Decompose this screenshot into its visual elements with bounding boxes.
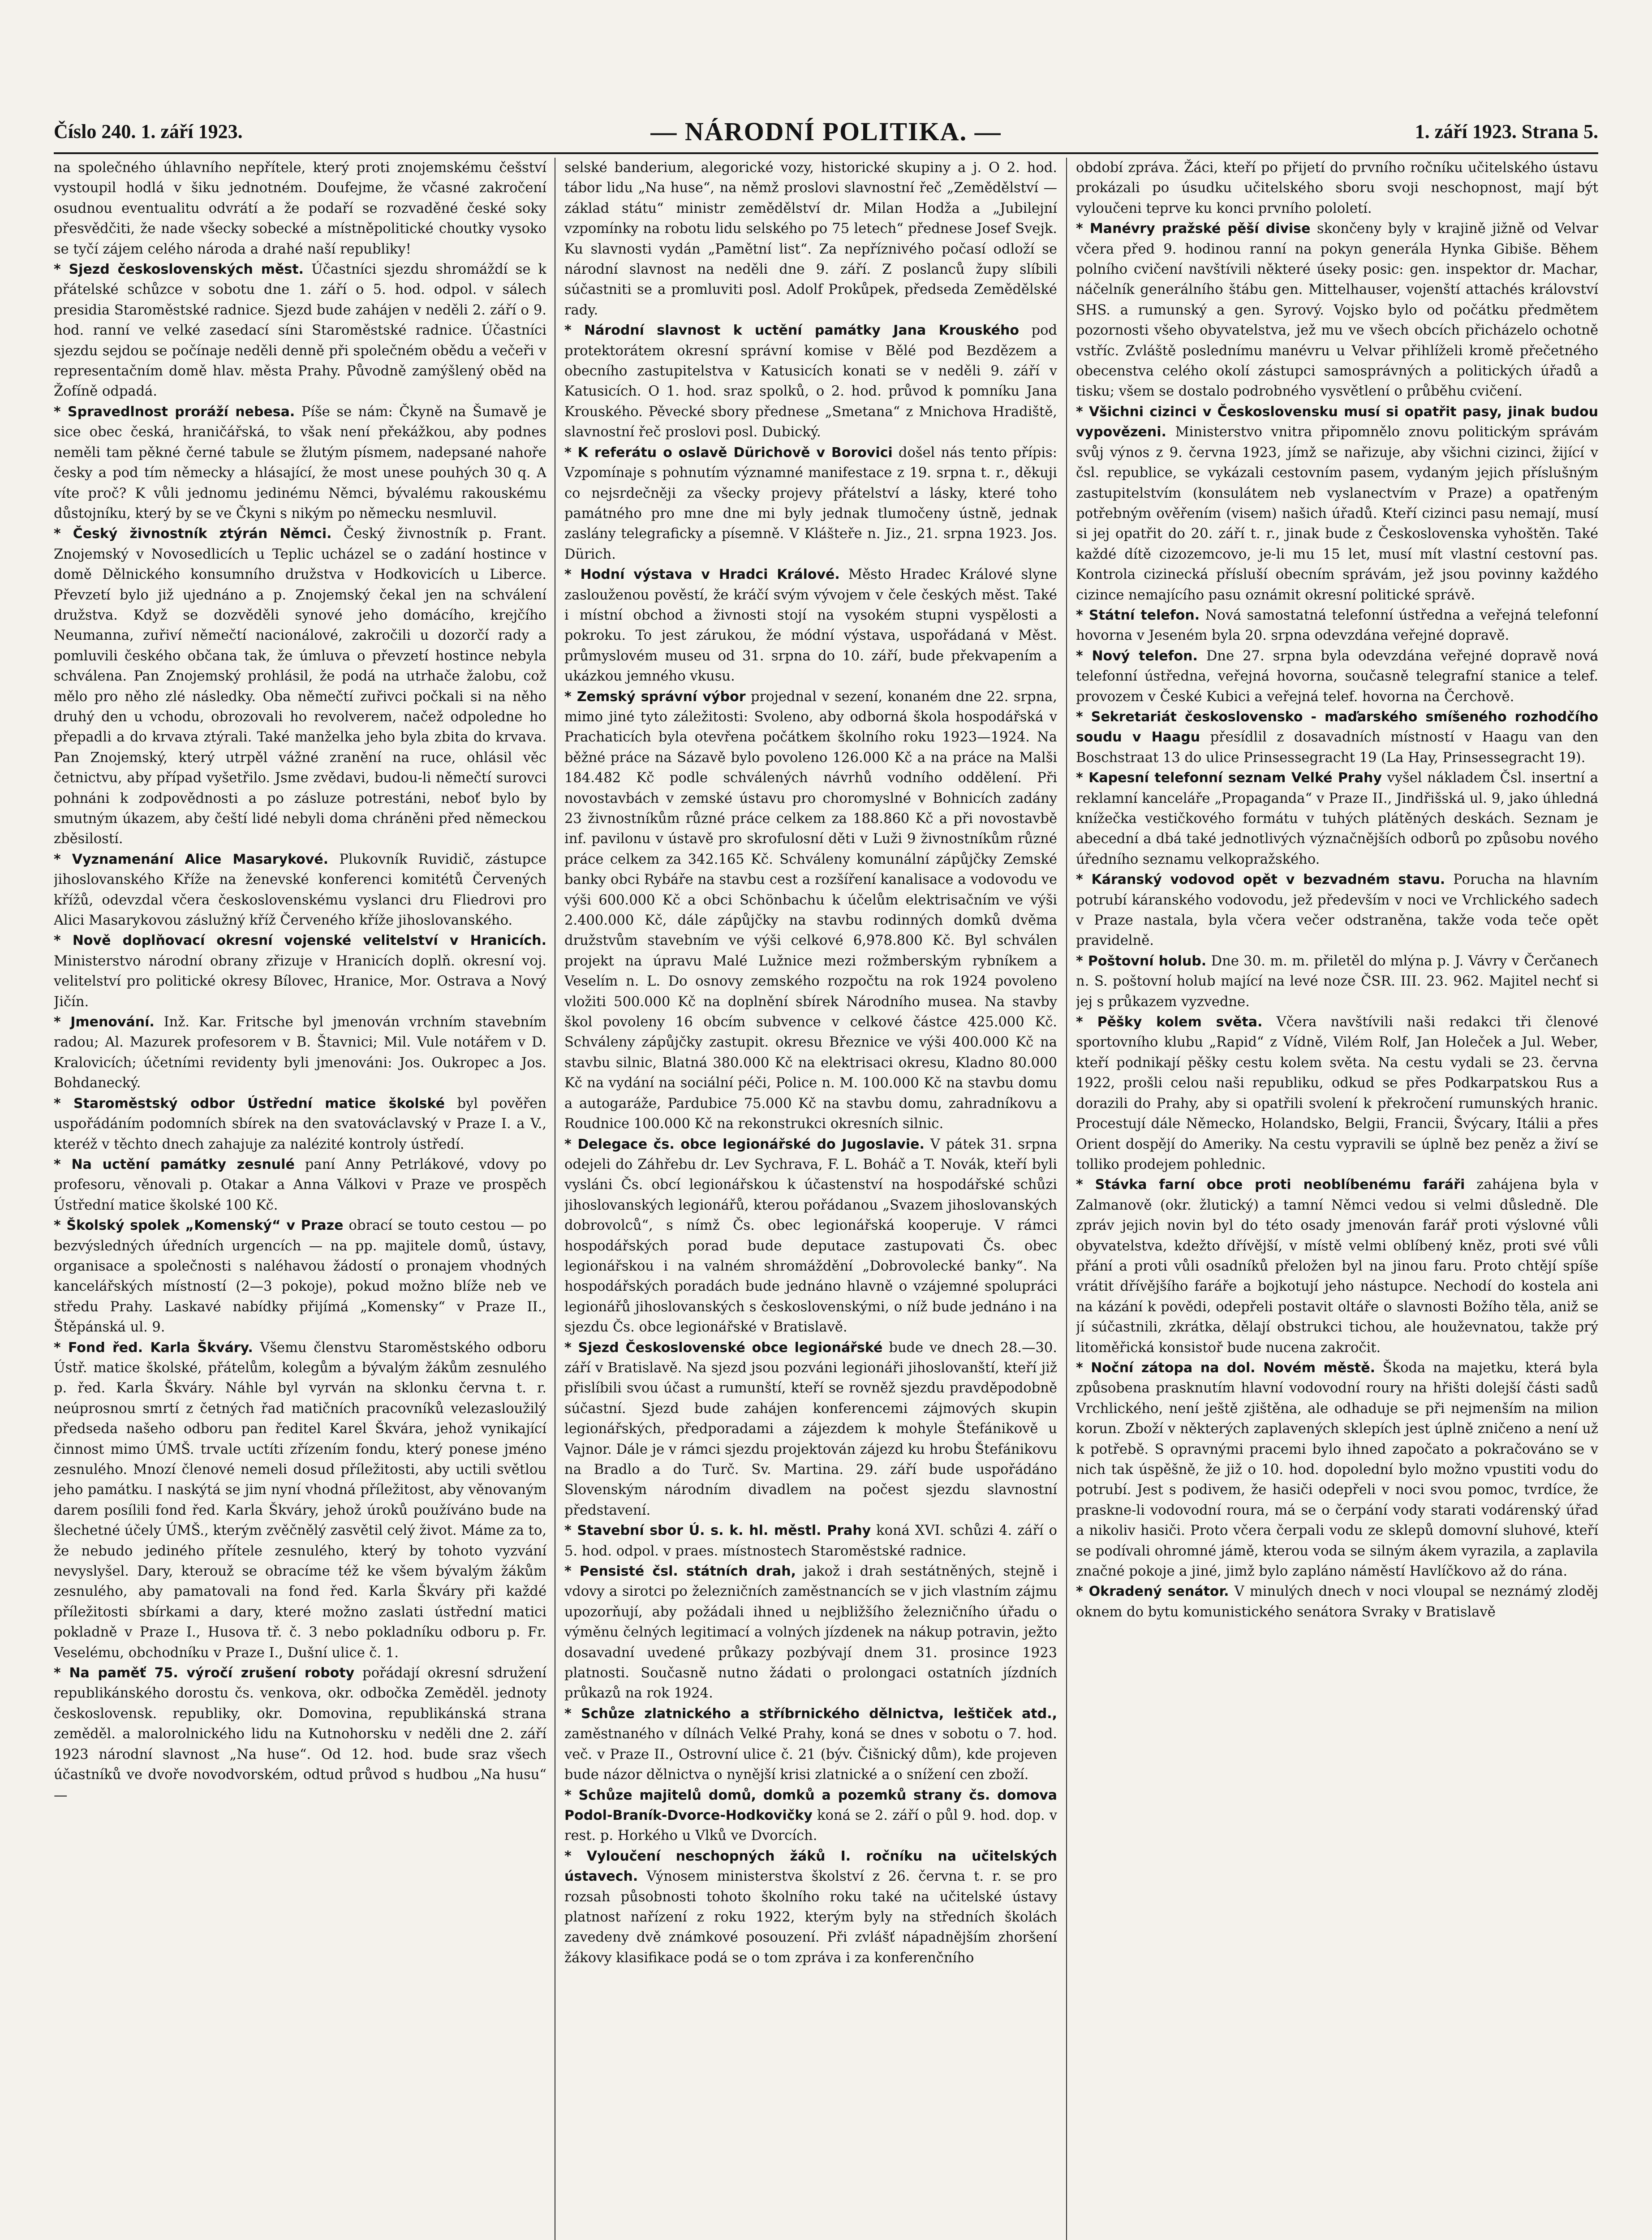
article-paragraph	[564, 320, 1057, 442]
article-paragraph	[54, 1663, 546, 1805]
article-text: koná se 2. září o půl 9. hod. dop. v rest. p. Horkého u Vlků ve Dvorcích.	[564, 1807, 1057, 1844]
masthead	[54, 117, 1598, 151]
article-heading: * Noční zátopa na dol. Novém městě.	[1076, 1360, 1376, 1376]
article-text: Inž. Kar. Fritsche byl jmenován vrchním stavebním radou; Al. Mazurek profesorem v B. Štavnici; Mil. Vule notářem v D. Kralovicích; účetními revidenty byli jmenováni: Jos. Oukropec a Jos. Bohdanecký.	[54, 1014, 546, 1091]
article-text: Ministerstvo vnitra připomnělo znovu politickým správám svůj výnos z 9. června 1923, jímž se nařizuje, aby všichni cizinci, žijící v čsl. republice, se vykázali cestovním pasem, vydaným jejich příslušným zastupitelstvím (konsulátem neb vyslanectvím v Praze) a opatřeným potřebným ověřením (visem) našich úřadů. Kteří cizinci pasu nemají, musí si jej opatřit do 20. září t. r., jinak bude z Československa vyhoštěn. Také každé dítě cizozemcovo, je-li mu 15 let, musí mít vlastní cestovní pas. Kontrola cizinecká přísluší obecním správám, jež jsou povinny každého cizince nemajícího pasu oznámit okresní politické správě.	[1076, 424, 1598, 603]
issue-number: Číslo 240. 1. září 1923.	[54, 121, 243, 142]
article-text: projednal v sezení, konaném dne 22. srpna, mimo jiné tyto záležitosti: Svoleno, aby odborná škola hospodářská v Prachaticích byla otevřena počátkem školního roku 1923—1924. Na běžné práce na Sázavě bylo povoleno 126.000 Kč a na práce na Malši 184.482 Kč podle schválených návrhů vodního oddělení. Při novostavbách v zemské ústavu pro choromyslné v Bohnicích zadány 23 živnostníkům různé práce celkem za 188.860 Kč a při novostavbě inf. pavilonu v ústavě pro skrofulosní děti v Luži 9 živnostníkům různé práce celkem za 342.165 Kč. Schváleny komunální zápůjčky Zemské banky obci Rybáře na stavbu cest a rozšíření kanalisace a vodovodu ve výši 600.000 Kč a obci Schönbachu k účelům elektrisačním ve výši 2.400.000 Kč, dále zápůjčky na stavbu rodinných domků dvěma družstvům stavebním ve výši celkové 6,978.800 Kč. Byl schválen projekt na úpravu Malé Lužnice mezi rožmberským rybníkem a Veselím n. L. Do osnovy zemského rozpočtu na rok 1924 povoleno vložiti 500.000 Kč na doplnění sbírek Národního musea. Na stavby škol povoleny 16 obcím subvence v celkové částce 425.000 Kč. Schváleny zápůjčky zastupit. okresu Březnice ve výši 400.000 Kč na stavbu silnic, Blatná 380.000 Kč na elektrisaci okresu, Kladno 80.000 Kč na vydání na sociální péči, Police n. M. 100.000 Kč na stavbu domu a autogaráže, Pardubice 75.000 Kč na stavbu domu, zahradníkovu a Roudnice 100.000 Kč na rekonstrukci okresních silnic.	[564, 689, 1057, 1132]
article-paragraph	[1076, 951, 1598, 1012]
article-paragraph	[1076, 870, 1598, 951]
newspaper-title: — NÁRODNÍ POLITIKA. —	[650, 117, 1002, 146]
article-text: přesídlil z dosavadních místností v Haagu van den Boschstraat 13 do ulice Prinsessegracht 19 (La Hay, Prinsessegracht 19).	[1076, 729, 1598, 766]
article-text: zahájena byla v Zalmanově (okr. žlutický) a tamní Němci vedou si velmi důsledně. Dle zpráv jejich novin byl do této osady jmenován farář proti výslovné vůli obyvatelstva, kdežto dřívější, v místě velmi oblíbený kněz, proti své vůli přání a proti vůli osadníků přeložen byl na jinou faru. Proto chtějí spíše vrátit dřívějšího faráře a bojkotují jeho nástupce. Nechodí do kostela ani na kázání k povědi, odepřeli postavit oltáře o slavnosti Božího těla, aniž se jí súčastnili, zkrátka, dělají obstrukci tichou, ale houževnatou, takže prý litoměřická konsistoř bude nucena zakročit.	[1076, 1177, 1598, 1356]
article-paragraph	[564, 158, 1057, 320]
article-text: bude ve dnech 28.—30. září v Bratislavě. Na sjezd jsou pozváni legionáři jihoslovanští, kteří již přislíbili svou účast a rumunští, kteří se rovněž sjezdu pravděpodobně súčastní. Sjezd bude zahájen konferencemi zájmových skupin legionářských, předporadami a zájezdem k mohyle Štefánikově u Vajnor. Dále je v rámci sjezdu projektován zájezd ku hrobu Štefánikovu na Bradlo a do Turč. Sv. Martina. 29. září bude uspořádáno Slovenským národním divadlem na počest sjezdu slavnostní představení.	[564, 1340, 1057, 1518]
article-text: došel nás tento přípis: Vzpomínaje s pohnutím významné manifestace z 19. srpna t. r., děkuji co nejsrdečněji za všecky projevy přátelství a lásky, které toho památného pro mne dne mi byly jednak tlumočeny ústně, jednak zaslány telegraficky a písemně. V Klášteře n. Jiz., 21. srpna 1923. Jos. Dürich.	[564, 444, 1057, 562]
article-text: vyšel nákladem Čsl. insertní a reklamní kanceláře „Propaganda“ v Praze II., Jindřišská ul. 9, jako úhledná knížečka vestičkového formátu v tuhých plátěných deskách. Seznam je abecední a dbá také jednotlivých význačnějších odborů po způsobu nového úředního seznamu velkopražského.	[1076, 770, 1598, 867]
article-paragraph	[1076, 158, 1598, 219]
article-paragraph	[54, 1338, 546, 1663]
article-heading: * Všichni cizinci v Československu musí si opatřit pasy, jinak budou vypovězeni.	[1076, 404, 1598, 440]
article-paragraph	[564, 1338, 1057, 1521]
article-text: Město Hradec Králové slyne zaslouženou pověstí, že kráčí svým vývojem v čele českých měst. Také i místní obchod a živnosti stojí na vysokém stupni vyspělosti a pokroku. To jest zárukou, že módní výstava, uspořádaná v Měst. průmyslovém museu od 31. srpna do 10. září, bude překvapením a ukázkou jemného vkusu.	[564, 567, 1057, 685]
article-paragraph	[54, 930, 546, 1012]
article-text: Škoda na majetku, která byla způsobena prasknutím hlavní vodovodní roury na hřišti dolejší části sadů Vrchlického, není ještě zjištěna, ale odhaduje se při nejmenším na milion korun. Zboží v některých zaplavených sklepích jest úplně zničeno a není už k potřebě. S opravnými pracemi bylo ihned započato a pokračováno se v nich tak úspěšně, že již o 10. hod. dopolední bylo možno vpustiti vodu do potrubí. Jest s podivem, že hasiči odepřeli v noci svou pomoc, tvrdíce, že praskne-li vodovodní roura, má se o čerpání vody starati vodárenský úřad a nikoliv hasiči. Proto včera čerpali vodu ze sklepů domovní sluhové, kteří se podívali ohromné jámě, kterou voda se silným ákem vyrazila, a zaplavila značné pokoje a jiné, jimž bylo zapláno náměstí Havlíčkovo až do rána.	[1076, 1360, 1598, 1580]
column-2	[564, 158, 1057, 2240]
article-heading: * Manévry pražské pěší divise	[1076, 221, 1311, 237]
article-heading: * Káranský vodovod opět v bezvadném stavu.	[1076, 872, 1446, 888]
article-text: pod protektorátem okresní správní komise v Bělé pod Bezdězem a obecního zastupitelstva v Katusicích konati se v neděli 9. září v Katusicích. O 1. hod. sraz spolků, o 2. hod. průvod k pomníku Jana Krouského. Pěvecké sbory přednese „Smetana“ z Mnichova Hradiště, slavnostní řeč proslovi posl. Dubický.	[564, 323, 1057, 440]
article-paragraph	[564, 564, 1057, 686]
article-heading: * Sjezd československých měst.	[54, 262, 304, 278]
article-heading: * Sekretariát československo - maďarského smíšeného rozhodčího soudu v Haagu	[1076, 709, 1598, 745]
article-paragraph	[1076, 768, 1598, 870]
article-paragraph	[564, 1521, 1057, 1561]
article-heading: * Sjezd Československé obce legionářské	[564, 1340, 883, 1356]
article-paragraph	[564, 1846, 1057, 1968]
article-text: Dne 30. m. m. přiletěl do mlýna p. J. Vávry v Čerčanech n. S. poštovní holub mající na levé noze ČSR. III. 23. 962. Majitel nechť si jej s průkazem vyzvedne.	[1076, 953, 1598, 1010]
article-heading: * Vyznamenání Alice Masarykové.	[54, 851, 329, 867]
article-paragraph	[1076, 1358, 1598, 1581]
column-1	[54, 158, 546, 2240]
article-paragraph	[54, 1215, 546, 1337]
article-text: Dne 27. srpna byla odevzdána veřejné dopravě nová telefonní ústředna, veřejná hovorna, současně telegrafní stanice a telef. provozem v České Kubici a veřejná telef. hovorna na Čerchově.	[1076, 648, 1598, 705]
column-3	[1076, 158, 1598, 2240]
article-paragraph	[54, 1154, 546, 1215]
article-text: zaměstnaného v dílnách Velké Prahy, koná se dnes v sobotu o 7. hod. več. v Praze II., Ostrovní ulice č. 21 (býv. Čišnický dům), kde projeven bude názor dělnictva o nynější krisi zlatnické a o snížení cen zboží.	[564, 1726, 1057, 1783]
article-text: Všemu členstvu Staroměstského odboru Ústř. matice školské, přátelům, kolegům a bývalým žákům zesnulého p. řed. Karla Škváry. Náhle byl vyrván na sklonku června t. r. neúprosnou smrtí z četných řad matičních pracovníků velezasloužilý předseda našeho odboru pan ředitel Karel Škvára, jehož vynikající činnost mimo ÚMŠ. trvale uctíti zřízením fondu, který ponese jméno zesnulého. Mnozí členové nemeli dosud příležitosti, aby uctili světlou jeho památku. I naskýtá se jim nyní vhodná příležitost, aby věnovaným darem posílili fond řed. Karla Škváry, jehož úroků používáno bude na šlechetné účely ÚMŠ., kterým zvěčnělý zasvětil celý život. Máme za to, že nebudo jediného přítele zesnulého, který by tohoto vyzvání nevyslyšel. Dary, kterouž se obracíme též ke všem bývalým žákům zesnulého, aby pamatovali na fond řed. Karla Škváry při každé příležitosti sbírkami a dary, které možno zaslati ústřední matici pokladně v Praze I., Husova tř. č. 3 nebo pokladníku odboru p. Fr. Veselému, obchodníku v Praze I., Dušní ulice č. 1.	[54, 1340, 546, 1661]
article-paragraph	[54, 259, 546, 402]
article-text: Píše se nám: Čkyně na Šumavě je sice obec česká, hraničářská, to však není překážkou, aby podnes neměli tam pěkné černé tabule se žlutým písmem, nadepsané nahoře česky a pod tím německy a hlásající, že most unese pouhých 30 q. A víte proč? K vůli jednomu jedinému Němci, bývalému rakouskému důstojníku, který by se ve Čkyni s nikým po německu nesmluvil.	[54, 404, 546, 521]
article-paragraph	[1076, 605, 1598, 646]
article-heading: * Schůze majitelů domů, domků a pozemků strany čs. domova Podol-Braník-Dvorce-Hodkovičky	[564, 1787, 1057, 1823]
article-heading: * Schůze zlatnického a stříbrnického dělnictva, leštiček atd.,	[564, 1706, 1057, 1722]
article-text: období zpráva. Žáci, kteří po přijetí do prvního ročníku učitelského ústavu prokázali po úsudku učitelského sboru svoji neschopnost, mají být vyloučeni teprve ku konci prvního pololetí.	[1076, 160, 1598, 216]
article-heading: * K referátu o oslavě Dürichově v Borovici	[564, 444, 893, 461]
article-text: obrací se touto cestou — po bezvýsledných úředních urgencích — na pp. majitele domů, ústavy, organisace a společnosti s naléhavou žádostí o pronajem vhodných kancelářských místností (2—3 pokoje), pokud možno blíže neb ve středu Prahy. Laskavé nabídky přijímá „Komensky“ v Praze II., Štěpánská ul. 9.	[54, 1218, 546, 1335]
article-text: pořádají okresní sdružení republikánského dorostu čs. venkova, okr. odbočka Zeměděl. jednoty československ. republiky, okr. Domovina, republikánská strana zeměděl. a malorolnického lidu na Kutnohorsku v neděli dne 2. září 1923 národní slavnost „Na huse“. Od 12. hod. bude sraz všech účastníků ve dvoře novodvorském, odtud průvod s hudbou „Na husu“ —	[54, 1665, 546, 1803]
article-heading: * Delegace čs. obce legionářské do Jugoslavie.	[564, 1136, 925, 1152]
article-heading: * Fond řed. Karla Škváry.	[54, 1340, 253, 1356]
article-paragraph	[54, 849, 546, 931]
article-heading: * Nově doplňovací okresní vojenské velitelství v Hranicích.	[54, 933, 546, 949]
article-heading: * Pensisté čsl. státních drah,	[564, 1564, 796, 1580]
article-text: Český živnostník p. Frant. Znojemský v Novosedlicích u Teplic ucházel se o zadání hostince v domě Dělnického konsumního družstva v Hodkovicích u Liberce. Převzetí bylo již ujednáno a p. Znojemský čekal jen na schválení družstva. Když se dozvěděli synové jeho domácího, krejčího Neumanna, zuřiví němečtí nacionálové, zakročili u dozorčí rady a pomluvili českého občana tak, že úmluva o převzetí hostince nebyla schválena. Pan Znojemský prohlásil, že podá na utrhače žalobu, což mělo pro něho zlé následky. Oba němečtí zuřivci počkali si na něho druhý den u vchodu, obrozovali ho revolverem, načež odpoledne ho přepadli a do krvava ztýrali. Také manželka jeho byla zbita do krvava. Pan Znojemský, který utrpěl vážné zranění na ruce, ohlásil věc četnictvu, aby případ vyšetřilo. Jsme zvědavi, budou-li němečtí surovci pohnáni k zodpovědnosti a po zásluze potrestáni, neboť bylo by smutným úkazem, aby čeští lidé nebyli doma chráněni před německou zběsilostí.	[54, 526, 546, 847]
header-rule	[54, 152, 1598, 154]
article-heading: * Nový telefon.	[1076, 648, 1198, 664]
article-heading: * Pěšky kolem světa.	[1076, 1014, 1263, 1030]
article-heading: * Národní slavnost k uctění památky Jana Krouského	[564, 323, 1019, 339]
article-text: V minulých dnech v noci vloupal se neznámý zloděj oknem do bytu komunistického senátora Svraky v Bratislavě	[1076, 1584, 1598, 1620]
article-paragraph	[1076, 1175, 1598, 1358]
article-paragraph	[1076, 1581, 1598, 1622]
article-text: Porucha na hlavním potrubí káranského vodovodu, jež především v noci ve Vrchlického sadech v Praze nastala, byla včera večer odstraněna, takže voda teče opět pravidelně.	[1076, 872, 1598, 949]
article-paragraph	[54, 524, 546, 849]
date-page: 1. září 1923. Strana 5.	[1415, 121, 1598, 142]
article-text: paní Anny Petrlákové, vdovy po profesoru, věnovali p. Otakar a Anna Válkovi v Praze ve prospěch Ústřední matice školské 100 Kč.	[54, 1156, 546, 1213]
article-paragraph	[564, 1785, 1057, 1846]
article-heading: * Hodní výstava v Hradci Králové.	[564, 567, 840, 583]
article-heading: * Spravedlnost proráží nebesa.	[54, 404, 295, 420]
article-text: Výnosem ministerstva školství z 26. června t. r. se pro rozsah působnosti tohoto školního roku také na učitelské ústavy platnost nařízení z roku 1922, kterým byly na středních školách zavedeny dvě známkové posouzení. Při zvlášť nápadnějším zhoršení žákovy klasifikace podá se o tom zpráva i za konferenčního	[564, 1869, 1057, 1966]
article-heading: * Zemský správní výbor	[564, 689, 746, 705]
article-paragraph	[564, 687, 1057, 1134]
article-text: jakož i drah sestátněných, stejně i vdovy a sirotci po železničních zaměstnancích se v jich vlastním zájmu upozorňují, aby požádali ihned u nejbližšího železničního úřadu o výměnu čelných legitimací a volných jízdenek na nákup potravin, ježto dosavadní uvedené průkazy pozbývají dnem 31. prosince 1923 platnosti. Současně nutno žádati o prolongaci ostatních jízdních průkazů na rok 1924.	[564, 1564, 1057, 1702]
article-text: koná XVI. schůzi 4. září o 5. hod. odpol. v praes. místnostech Staroměstské radnice.	[564, 1523, 1057, 1559]
article-paragraph	[564, 1561, 1057, 1704]
article-text: Nová samostatná telefonní ústředna a veřejná telefonní hovorna v Jeseném byla 20. srpna odevzdána veřejné dopravě.	[1076, 607, 1598, 644]
article-paragraph	[54, 1094, 546, 1154]
article-paragraph	[1076, 646, 1598, 707]
article-paragraph	[1076, 402, 1598, 605]
article-text: V pátek 31. srpna odejeli do Záhřebu dr. Lev Sychrava, F. L. Boháč a T. Novák, kteří byli vysláni Čs. obcí legionářskou k účastenství na hospodářské schůzi jihoslovanských legionářů, kterou pořádanou „Svazem jihoslovanských dobrovolců“, s nímž Čs. obec legionářská kooperuje. V rámci hospodářských porad bude deputace zastupovati Čs. obec legionářskou i na valném shromáždění „Dobrovolecké banky“. Na hospodářských poradách bude jednáno hlavně o vzájemné spolupráci legionářů jihoslovanských s československými, o níž bude jednáno i na sjezdu Čs. obce legionářské v Bratislavě.	[564, 1136, 1057, 1335]
column-divider	[1066, 158, 1067, 2240]
article-text: Včera navštívili naši redakci tři členové sportovního klubu „Rapid“ z Vídně, Vilém Rolf, Jan Holeček a Jul. Weber, kteří podnikají pěšky cestu kolem světa. Na cestu vydali se 23. června 1922, prošli celou naši republiku, odkud se přes Podkarpatskou Rus a dorazili do Prahy, aby si opatřili svolení k překročení rumunských hranic. Procestují dále Německo, Holandsko, Belgii, Francii, Švýcary, Itálii a přes Orient dospějí do Ameriky. Na cestu vypravili se úplně bez peněz a živí se tolliko prodejem pohlednic.	[1076, 1014, 1598, 1172]
article-text: byl pověřen uspořádáním podomních sbírek na den svatováclavský v Praze I. a V., kteréž v těchto dnech zahajuje za nalézité kontroly ústředí.	[54, 1095, 546, 1152]
article-paragraph	[54, 402, 546, 524]
article-text: Ministerstvo národní obrany zřizuje v Hranicích doplň. okresní voj. velitelství pro politické okresy Bílovec, Hranice, Mor. Ostrava a Nový Jičín.	[54, 953, 546, 1010]
article-text: na společného úhlavního nepřítele, který proti znojemskému češství vystoupil hodlá v šiku jednotném. Doufejme, že včasné zakročení osudnou eventualitu odvrátí a že podaří se rozvaděné české soky přesvědčiti, že nade všecky sobecké a místněpolitické choutky vysoko se tyčí zájem celého národa a drahé naší republiky!	[54, 160, 546, 257]
article-heading: * Stávka farní obce proti neoblíbenému faráři	[1076, 1177, 1465, 1193]
article-paragraph	[54, 158, 546, 259]
article-heading: * Okradený senátor.	[1076, 1584, 1229, 1600]
article-text: selské banderium, alegorické vozy, historické skupiny a j. O 2. hod. tábor lidu „Na huse“, na němž proslovi slavnostní řeč „Zemědělství — základ státu“ ministr zemědělství dr. Milan Hodža a „Jubilejní vzpomínky na robotu lidu selského po 75 letech“ přednese Josef Svejk. Ku slavnosti vydán „Pamětní list“. Za nepříznivého počasí odloží se národní slavnost na neděli dne 9. září. Z poslanců župy slíbili súčastniti se a promluviti posl. Adolf Prokůpek, předseda Zemědělské rady.	[564, 160, 1057, 318]
article-paragraph	[54, 1012, 546, 1094]
article-paragraph	[564, 443, 1057, 564]
article-heading: * Stavební sbor Ú. s. k. hl. městl. Prahy	[564, 1523, 871, 1539]
article-paragraph	[1076, 1012, 1598, 1175]
article-heading: * Na uctění památky zesnulé	[54, 1156, 295, 1172]
article-heading: * Vyloučení neschopných žáků I. ročníku na učitelských ústavech.	[564, 1848, 1057, 1885]
article-heading: * Poštovní holub.	[1076, 953, 1207, 969]
article-heading: * Na paměť 75. výročí zrušení roboty	[54, 1665, 355, 1681]
article-paragraph	[1076, 707, 1598, 768]
article-text: Účastníci sjezdu shromáždí se k přátelské schůzce v sobotu dne 1. září o 5. hod. odpol. v sálech presidia Staroměstské radnice. Sjezd bude zahájen v neděli 2. září o 9. hod. ranní ve velké zasedací síni Staroměstské radnice. Účastníci sjezdu sejdou se počínaje neděli denně při společném obědu a večeři v representačním domě hlav. města Prahy. Původně zamýšlený oběd na Žofíně odpadá.	[54, 262, 546, 400]
article-heading: * Český živnostník ztýrán Němci.	[54, 526, 332, 542]
article-heading: * Kapesní telefonní seznam Velké Prahy	[1076, 770, 1382, 786]
article-heading: * Jmenování.	[54, 1014, 155, 1030]
article-text: Plukovník Ruvidič, zástupce jihoslovanského Kříže na ženevské konferenci komitétů Červených křížů, odevzdal včera československému vyslanci dru Fliedrovi pro Alici Masarykovou záslužný kříž Červeného kříže jihoslovanského.	[54, 851, 546, 929]
article-paragraph	[564, 1704, 1057, 1785]
article-heading: * Staroměstský odbor Ústřední matice školské	[54, 1095, 445, 1111]
article-heading: * Školský spolek „Komenský“ v Praze	[54, 1218, 344, 1234]
article-paragraph	[564, 1134, 1057, 1338]
article-paragraph	[1076, 219, 1598, 402]
article-heading: * Státní telefon.	[1076, 607, 1200, 623]
article-text: skončeny byly v krajině jižně od Velvar včera před 9. hodinou ranní na pokyn generála Hynka Gibiše. Během polního cvičení navštívili některé úseky posic: gen. inspektor dr. Machar, náčelník generálního štábu gen. Mittelhauser, vojenští attachés království SHS. a rumunský a gen. Syrový. Vojsko bylo od počátku předmětem pozornosti všeho obyvatelstva, jež mu ve všech obcích přicházelo ochotně vstříc. Zvláště poslednímu manévru u Velvar přihlíželi kromě přečetného obecenstva celého okolí zástupci samosprávných a politických úřadů a tisku; všem se dostalo podrobného vysvětlení o průběhu cvičení.	[1076, 221, 1598, 400]
